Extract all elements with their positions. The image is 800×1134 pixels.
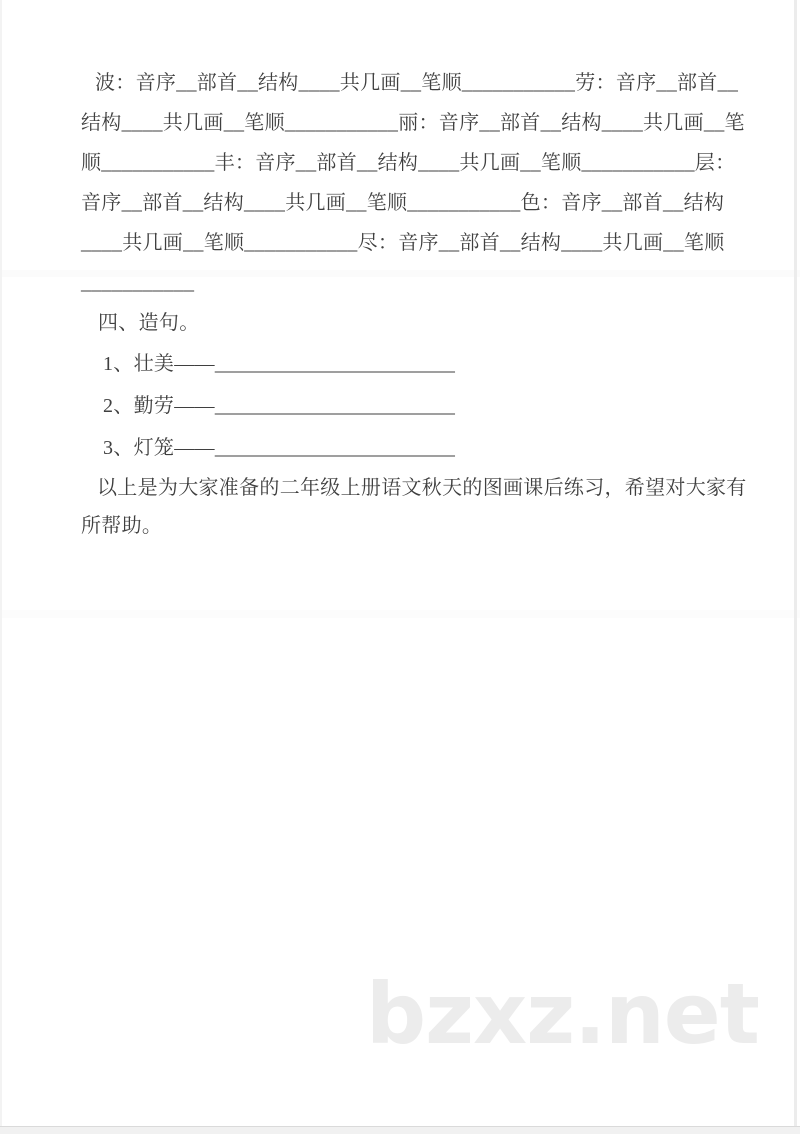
answer-blank: ________________________ (214, 395, 455, 417)
worksheet-line: ____共几画__笔顺___________尽：音序__部首__结构____共几画__笔顺 (81, 232, 725, 254)
worksheet-line: 音序__部首__结构____共几画__笔顺___________色：音序__部首__结构 (81, 192, 725, 214)
word-analysis-paragraph (81, 63, 745, 303)
answer-blank: ________________________ (214, 353, 455, 375)
page-edge-right (794, 0, 797, 1134)
item-label: 1、壮美—— (103, 353, 215, 375)
page-edge-left (0, 0, 2, 1134)
list-item (81, 427, 731, 469)
page-content (81, 63, 747, 545)
closing-line: 所帮助。 (81, 515, 163, 537)
worksheet-line: 波：音序__部首__结构____共几画__笔顺___________劳：音序__部首__ (95, 72, 739, 94)
item-label: 2、勤劳—— (103, 395, 215, 417)
item-label: 3、灯笼—— (103, 437, 215, 459)
worksheet-line: 结构____共几画__笔顺___________丽：音序__部首__结构____共几画__笔 (81, 112, 745, 134)
worksheet-line: ___________ (81, 272, 195, 294)
list-item (81, 343, 731, 385)
worksheet-line: 顺___________丰：音序__部首__结构____共几画__笔顺___________层： (81, 152, 736, 174)
page-bottom-edge (0, 1126, 800, 1134)
answer-blank: ________________________ (214, 437, 455, 459)
sentence-items-list (81, 343, 731, 469)
watermark: bzxz.net (366, 965, 759, 1063)
scan-artifact-band (0, 610, 800, 618)
closing-paragraph (81, 469, 747, 545)
list-item (81, 385, 731, 427)
section-four-heading: 四、造句。 (98, 312, 200, 334)
closing-line: 以上是为大家准备的二年级上册语文秋天的图画课后练习，希望对大家有 (97, 477, 747, 499)
